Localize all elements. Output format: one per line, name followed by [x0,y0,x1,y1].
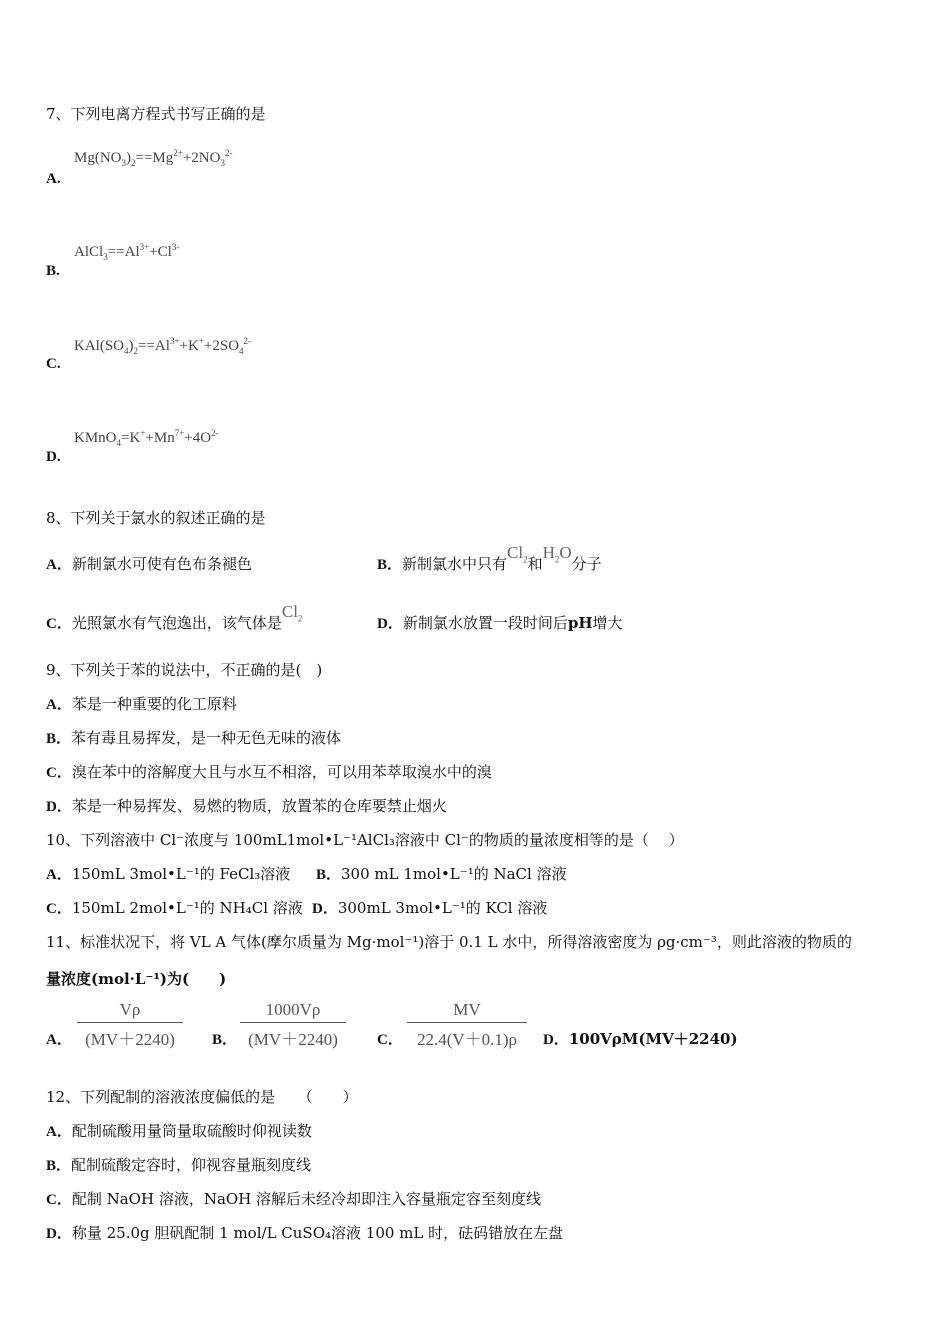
q7-option-d-formula: $KMnO_4=K^++Mn^{7+}+4O^{2-}$ [74,428,219,448]
q11-option-c-fraction: MV 22.4(V＋0.1)ρ [407,1000,527,1050]
q9-option-a: A．苯是一种重要的化工原料 [46,695,237,713]
q10-option-c: C．150mL 2mol•L⁻¹的 NH₄Cl 溶液 [46,899,303,917]
q7-option-a-label: A. [46,171,61,187]
q11-title-line2: 量浓度(mol·L⁻¹)为( ) [46,970,227,988]
q12-option-c: C．配制 NaOH 溶液，NaOH 溶解后未经冷却即注入容量瓶定容至刻度线 [46,1190,542,1208]
q7-title: 7、下列电离方程式书写正确的是 [46,105,266,123]
q11-option-b-fraction: 1000Vρ (MV＋2240) [240,1000,346,1050]
q8-title: 8、下列关于氯水的叙述正确的是 [46,509,266,527]
q12-option-d: D．称量 25.0g 胆矾配制 1 mol/L CuSO₄溶液 100 mL 时，砝码错放在左盘 [46,1224,564,1242]
q7-option-b-formula: $AlCl_3==Al^{3+}+Cl^{3-}$ [74,242,180,262]
q10-option-d: D．300mL 3mol•L⁻¹的 KCl 溶液 [312,899,548,917]
q7-option-d-label: D. [46,449,61,465]
q11-option-c-label: C． [377,1032,403,1048]
q11-title-line1: 11、标准状况下，将 VL A 气体(摩尔质量为 Mg·mol⁻¹)溶于 0.1 L 水中，所得溶液密度为 ρg·cm⁻³，则此溶液的物质的 [46,933,852,951]
q7-option-c-label: C. [46,356,61,372]
q7-option-c-formula: $KAl(SO_4)_2==Al^{3+}+K^++2SO_4^{2-}$ [74,336,252,356]
q9-option-c: C．溴在苯中的溶解度大且与水互不相溶，可以用苯萃取溴水中的溴 [46,763,492,781]
q11-option-a-fraction: Vρ (MV＋2240) [77,1000,183,1050]
q12-title: 12、下列配制的溶液浓度偏低的是 （ ） [46,1088,358,1106]
q11-option-d: D．100VρM(MV＋2240) [543,1030,738,1048]
q8-option-d: D．新制氯水放置一段时间后pH增大 [377,614,623,632]
q11-option-a-label: A． [46,1032,72,1048]
q9-option-d: D．苯是一种易挥发、易燃的物质，放置苯的仓库要禁止烟火 [46,797,447,815]
q12-option-b: B．配制硫酸定容时，仰视容量瓶刻度线 [46,1156,312,1174]
q9-option-b: B．苯有毒且易挥发，是一种无色无味的液体 [46,729,342,747]
q8-option-c: C．光照氯水有气泡逸出，该气体是$Cl_2$ [46,602,303,632]
q7-option-b-label: B. [46,263,60,279]
q10-option-b: B．300 mL 1mol•L⁻¹的 NaCl 溶液 [316,865,567,883]
q10-option-a: A．150mL 3mol•L⁻¹的 FeCl₃溶液 [46,865,291,883]
q9-title: 9、下列关于苯的说法中，不正确的是( ) [46,661,323,679]
q10-title: 10、下列溶液中 Cl⁻浓度与 100mL1mol•L⁻¹AlCl₃溶液中 Cl⁻的物质的量浓度相等的是（ ） [46,831,684,849]
q11-option-b-label: B． [212,1032,238,1048]
q8-option-a: A．新制氯水可使有色布条褪色 [46,555,252,573]
q12-option-a: A．配制硫酸用量筒量取硫酸时仰视读数 [46,1122,312,1140]
q7-option-a-formula: $Mg(NO_3)_2==Mg^{2+}+2NO_3^{2-}$ [74,148,233,168]
q8-option-b: B．新制氯水中只有$Cl_2$和$H_2O$分子 [377,543,602,573]
